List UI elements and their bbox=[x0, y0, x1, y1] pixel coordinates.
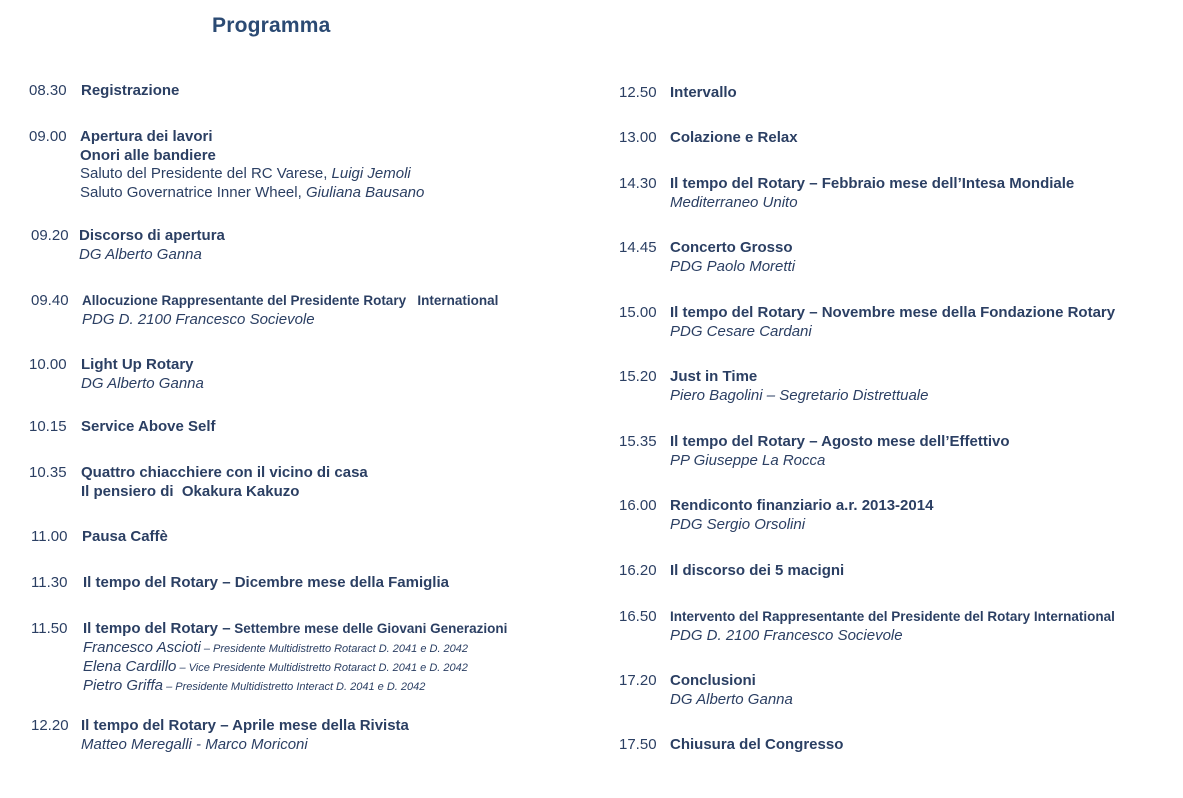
entry-title: Discorso di apertura bbox=[79, 227, 225, 244]
entry-time: 09.40 bbox=[31, 292, 69, 309]
entry-title: Intervallo bbox=[670, 84, 737, 101]
entry-time: 09.00 bbox=[29, 128, 67, 145]
page-title: Programma bbox=[212, 14, 331, 37]
entry-time: 17.50 bbox=[619, 736, 657, 753]
entry-time: 15.20 bbox=[619, 368, 657, 385]
participant-name: Francesco Ascioti bbox=[83, 638, 201, 656]
participant-role: – Presidente Multidistretto Interact D. 2041 e D. 2042 bbox=[163, 680, 426, 693]
entry-time: 12.50 bbox=[619, 84, 657, 101]
entry-title: Il tempo del Rotary – Aprile mese della Rivista bbox=[81, 717, 409, 734]
participant-line bbox=[83, 677, 603, 696]
entry-speaker: PDG D. 2100 Francesco Socievole bbox=[670, 626, 903, 644]
entry-title: Quattro chiacchiere con il vicino di casa bbox=[81, 464, 368, 481]
entry-title-secondary: Onori alle bandiere bbox=[80, 146, 216, 164]
entry-title: Registrazione bbox=[81, 82, 180, 99]
entry-speaker: Mediterraneo Unito bbox=[670, 193, 798, 211]
entry-title: Concerto Grosso bbox=[670, 239, 793, 256]
entry-title: Chiusura del Congresso bbox=[670, 736, 844, 753]
entry-time: 16.20 bbox=[619, 562, 657, 579]
entry-time: 11.00 bbox=[31, 528, 68, 545]
entry-title: Colazione e Relax bbox=[670, 129, 798, 146]
entry-title: Allocuzione Rappresentante del Presidente Rotary International bbox=[82, 293, 499, 308]
entry-title: Just in Time bbox=[670, 368, 758, 385]
entry-greeting: Saluto del Presidente del RC Varese, Luigi Jemoli bbox=[80, 165, 411, 182]
participant-name: Elena Cardillo bbox=[83, 657, 177, 675]
entry-title: Il tempo del Rotary – Febbraio mese dell’Intesa Mondiale bbox=[670, 175, 1075, 192]
entry-time: 17.20 bbox=[619, 672, 657, 689]
entry-speaker: PDG D. 2100 Francesco Socievole bbox=[82, 310, 315, 328]
entry-title: Il tempo del Rotary – Dicembre mese della Famiglia bbox=[83, 574, 449, 591]
entry-time: 14.45 bbox=[619, 239, 657, 256]
entry-title: Rendiconto finanziario a.r. 2013-2014 bbox=[670, 497, 934, 514]
entry-time: 14.30 bbox=[619, 175, 657, 192]
entry-title: Conclusioni bbox=[670, 672, 756, 689]
entry-time: 13.00 bbox=[619, 129, 657, 146]
entry-time: 11.50 bbox=[31, 620, 68, 637]
entry-time: 11.30 bbox=[31, 574, 68, 591]
entry-speaker: Matteo Meregalli - Marco Moriconi bbox=[81, 735, 308, 753]
entry-title: Intervento del Rappresentante del Presidente del Rotary International bbox=[670, 609, 1115, 624]
entry-speaker: PDG Paolo Moretti bbox=[670, 257, 796, 275]
participant-line bbox=[83, 658, 603, 677]
entry-speaker: PDG Cesare Cardani bbox=[670, 322, 812, 340]
participant-name: Pietro Griffa bbox=[83, 676, 164, 694]
participant-role: – Presidente Multidistretto Rotaract D. 2041 e D. 2042 bbox=[200, 642, 469, 655]
entry-title-secondary: Il pensiero di Okakura Kakuzo bbox=[81, 482, 300, 500]
entry-speaker: DG Alberto Ganna bbox=[81, 374, 204, 392]
entry-time: 16.50 bbox=[619, 608, 657, 625]
entry-title: Pausa Caffè bbox=[82, 528, 168, 545]
entry-speaker: DG Alberto Ganna bbox=[79, 245, 202, 263]
entry-speaker: PDG Sergio Orsolini bbox=[670, 515, 806, 533]
entry-time: 15.00 bbox=[619, 304, 657, 321]
entry-title: Il tempo del Rotary – Novembre mese della Fondazione Rotary bbox=[670, 304, 1116, 321]
entry-time: 16.00 bbox=[619, 497, 657, 514]
entry-speaker: Giuliana Bausano bbox=[305, 183, 425, 201]
participant-line bbox=[83, 639, 603, 658]
entry-title: Apertura dei lavori bbox=[80, 128, 213, 145]
entry-title: Il tempo del Rotary – Agosto mese dell’Effettivo bbox=[670, 433, 1010, 450]
entry-title: Il tempo del Rotary – Settembre mese delle Giovani Generazioni bbox=[83, 620, 508, 637]
participant-role: – Vice Presidente Multidistretto Rotaract D. 2041 e D. 2042 bbox=[176, 661, 468, 674]
entry-greeting: Saluto Governatrice Inner Wheel, Giuliana Bausano bbox=[80, 183, 425, 201]
entry-title: Il discorso dei 5 macigni bbox=[670, 562, 845, 579]
entry-time: 10.35 bbox=[29, 464, 67, 481]
entry-speaker: PP Giuseppe La Rocca bbox=[670, 451, 826, 469]
entry-speaker: DG Alberto Ganna bbox=[670, 690, 793, 708]
entry-title: Light Up Rotary bbox=[81, 356, 194, 373]
entry-time: 10.00 bbox=[29, 356, 67, 373]
entry-time: 10.15 bbox=[29, 418, 67, 435]
entry-title: Service Above Self bbox=[81, 418, 216, 435]
entry-speaker: Piero Bagolini – Segretario Distrettuale bbox=[670, 386, 929, 404]
entry-speaker: Luigi Jemoli bbox=[331, 165, 411, 182]
entry-time: 09.20 bbox=[31, 227, 69, 244]
entry-time: 12.20 bbox=[31, 717, 69, 734]
entry-time: 08.30 bbox=[29, 82, 67, 99]
entry-time: 15.35 bbox=[619, 433, 657, 450]
